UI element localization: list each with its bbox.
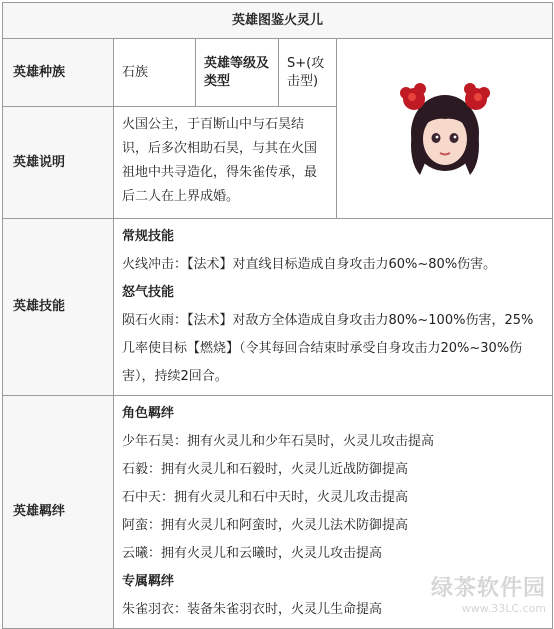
rage-skill-text: 陨石火雨：【法术】对敌方全体造成自身攻击力80%~100%伤害，25%几率使目标【燃烧】（令其每回合结束时承受自身攻击力20%~30%伤害），持续2回合。 xyxy=(122,313,534,384)
skills-cell xyxy=(114,219,553,396)
watermark-url: www.33LC.com xyxy=(461,602,546,615)
exclusive-bond-item: 朱雀羽衣：装备朱雀羽衣时，火灵儿生命提高 xyxy=(122,602,383,617)
race-value: 石族 xyxy=(114,39,196,107)
grade-label: 英雄等级及类型 xyxy=(196,39,279,107)
role-bond-item: 石毅：拥有火灵儿和石毅时，火灵儿近战防御提高 xyxy=(122,462,409,477)
role-bond-item: 阿蛮：拥有火灵儿和阿蛮时，火灵儿法术防御提高 xyxy=(122,518,409,533)
description-label: 英雄说明 xyxy=(3,107,114,219)
description-text: 火国公主，于百断山中与石昊结识，后多次相助石昊，与其在火国祖地中共寻造化，得朱雀传承，最后二人在上界成婚。 xyxy=(114,107,337,219)
site-watermark xyxy=(431,571,546,615)
hero-portrait xyxy=(390,71,500,181)
race-label: 英雄种族 xyxy=(3,39,114,107)
hero-info-table xyxy=(2,2,553,629)
role-bond-heading: 角色羁绊 xyxy=(122,406,175,421)
skills-label: 英雄技能 xyxy=(3,219,114,396)
rage-skill-heading: 怒气技能 xyxy=(122,285,175,300)
exclusive-bond-heading: 专属羁绊 xyxy=(122,574,175,589)
role-bond-item: 云曦：拥有火灵儿和云曦时，火灵儿攻击提高 xyxy=(122,546,383,561)
bonds-label: 英雄羁绊 xyxy=(3,396,114,629)
grade-value: S+(攻击型) xyxy=(279,39,337,107)
hero-portrait-cell xyxy=(337,39,553,219)
normal-skill-heading: 常规技能 xyxy=(122,229,175,244)
role-bond-item: 石中天：拥有火灵儿和石中天时，火灵儿攻击提高 xyxy=(122,490,409,505)
normal-skill-text: 火线冲击：【法术】对直线目标造成自身攻击力60%~80%伤害。 xyxy=(122,257,497,272)
role-bond-item: 少年石昊：拥有火灵儿和少年石昊时，火灵儿攻击提高 xyxy=(122,434,435,449)
watermark-name: 绿茶软件园 xyxy=(430,576,546,601)
table-title: 英雄图鉴火灵儿 xyxy=(3,3,553,39)
